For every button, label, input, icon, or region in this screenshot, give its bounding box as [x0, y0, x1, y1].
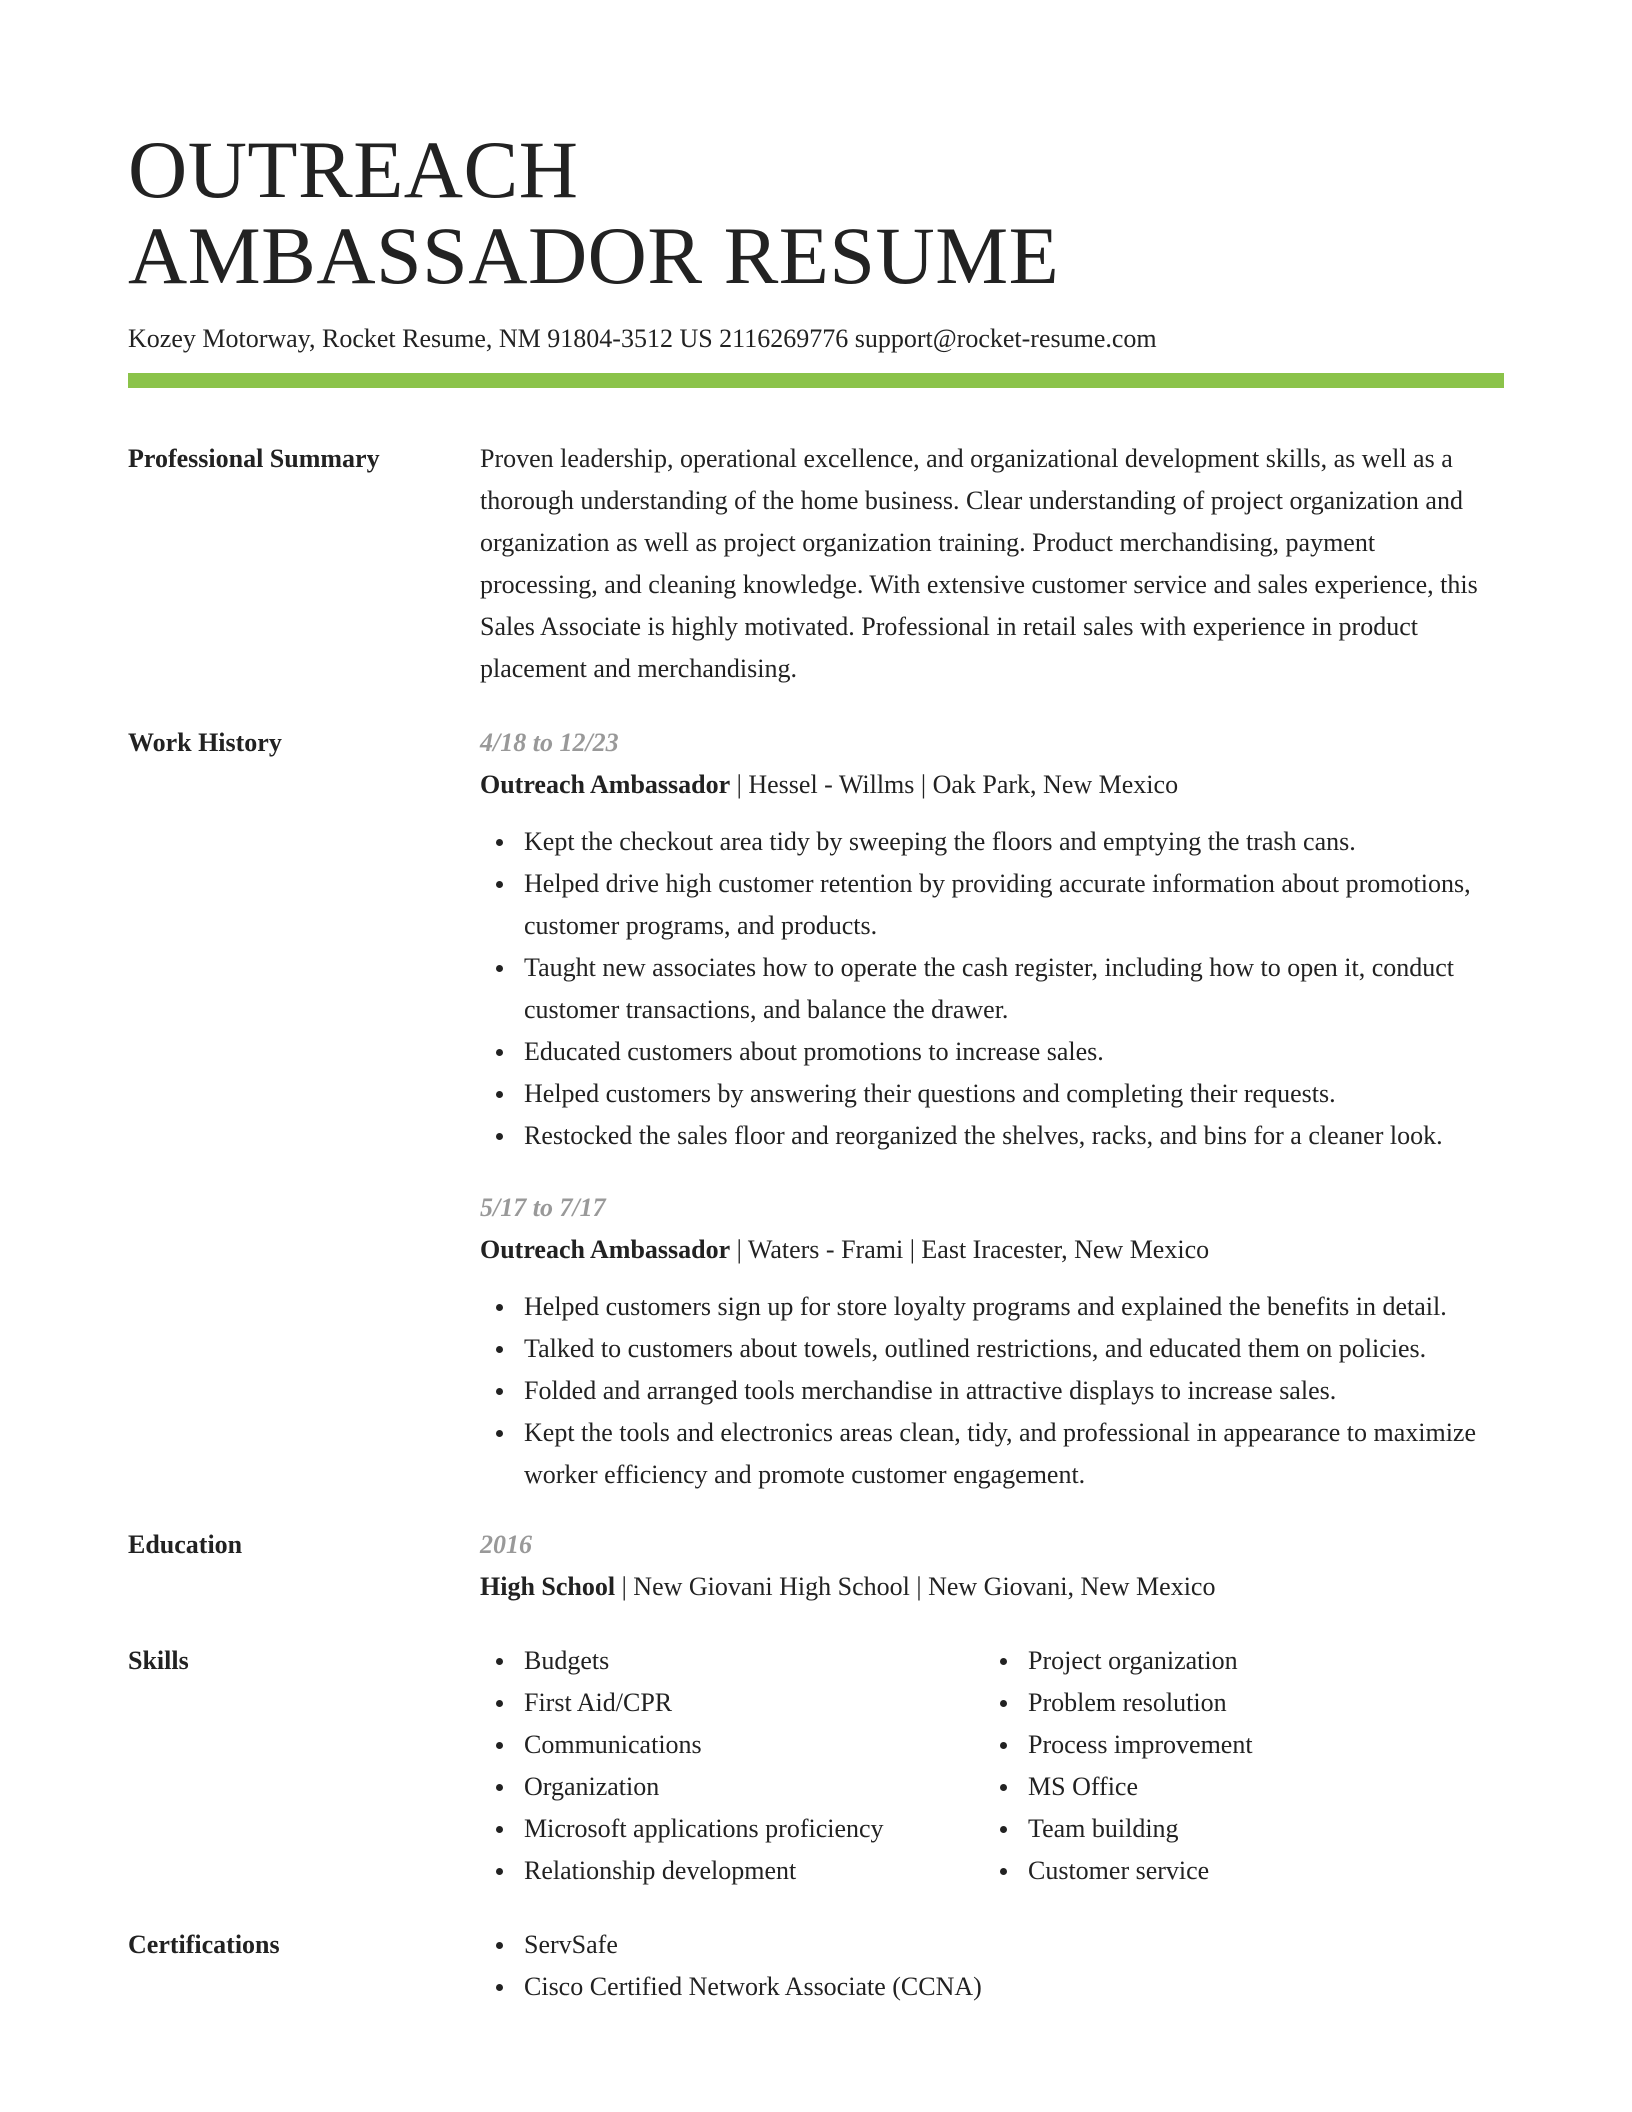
education-line	[480, 1566, 1504, 1608]
job-bullet: Helped drive high customer retention by providing accurate information about promotions, customer programs, and products.	[524, 863, 1504, 947]
job-title: Outreach Ambassador	[480, 770, 731, 799]
skills-columns	[480, 1640, 1504, 1892]
skill-item: First Aid/CPR	[524, 1682, 984, 1724]
education-heading: Education	[128, 1530, 243, 1559]
resume-title	[128, 0, 1504, 299]
summary-text: Proven leadership, operational excellence, and organizational development skills, as well as a thorough understanding of the home business. Clear understanding of project organization and organization as well as project organization training. Product merchandising, payment processing, and cleaning knowledge. With extensive customer service and sales experience, this Sales Associate is highly motivated. Professional in retail sales with experience in product placement and merchandising.	[480, 444, 1478, 683]
job-role-line	[480, 764, 1504, 806]
skill-item: MS Office	[1028, 1766, 1504, 1808]
work-history-section	[128, 722, 1504, 1496]
job-bullet: Taught new associates how to operate the cash register, including how to open it, conduct customer transactions, and balance the drawer.	[524, 947, 1504, 1031]
resume-page	[128, 0, 1504, 2008]
education-year: 2016	[480, 1530, 532, 1559]
certification-item: Cisco Certified Network Associate (CCNA)	[524, 1966, 1504, 2008]
job-employer-location: | Waters - Frami | East Iracester, New Mexico	[730, 1235, 1210, 1264]
summary-heading: Professional Summary	[128, 444, 380, 473]
skill-item: Microsoft applications proficiency	[524, 1808, 984, 1850]
education-section	[128, 1524, 1504, 1608]
skill-item: Team building	[1028, 1808, 1504, 1850]
job-bullet: Helped customers by answering their questions and completing their requests.	[524, 1073, 1504, 1115]
skills-list-left	[480, 1640, 984, 1892]
certifications-section	[128, 1924, 1504, 2008]
skill-item: Relationship development	[524, 1850, 984, 1892]
skill-item: Process improvement	[1028, 1724, 1504, 1766]
skills-list-right	[984, 1640, 1504, 1892]
job-dates: 4/18 to 12/23	[480, 728, 619, 757]
contact-line: Kozey Motorway, Rocket Resume, NM 91804-3512 US 2116269776 support@rocket-resume.com	[128, 324, 1157, 353]
certifications-heading: Certifications	[128, 1930, 280, 1959]
work-history-heading: Work History	[128, 728, 282, 757]
job-entry	[480, 722, 1504, 1157]
job-bullet: Kept the tools and electronics areas clean, tidy, and professional in appearance to maximize worker efficiency and promote customer engagement.	[524, 1412, 1504, 1496]
education-degree: High School	[480, 1572, 616, 1601]
skill-item: Organization	[524, 1766, 984, 1808]
certifications-list	[480, 1924, 1504, 2008]
job-bullet: Folded and arranged tools merchandise in attractive displays to increase sales.	[524, 1370, 1504, 1412]
job-employer-location: | Hessel - Willms | Oak Park, New Mexico	[730, 770, 1179, 799]
title-line-1: OUTREACH	[128, 124, 579, 215]
job-bullets	[480, 821, 1504, 1157]
job-bullet: Restocked the sales floor and reorganized the shelves, racks, and bins for a cleaner look.	[524, 1115, 1504, 1157]
job-bullet: Helped customers sign up for store loyalty programs and explained the benefits in detail.	[524, 1286, 1504, 1328]
education-school-location: | New Giovani High School | New Giovani, New Mexico	[615, 1572, 1216, 1601]
certification-item: ServSafe	[524, 1924, 1504, 1966]
job-bullet: Educated customers about promotions to increase sales.	[524, 1031, 1504, 1073]
accent-divider	[128, 373, 1504, 388]
summary-section	[128, 438, 1504, 690]
skills-heading: Skills	[128, 1646, 189, 1675]
skill-item: Customer service	[1028, 1850, 1504, 1892]
skill-item: Communications	[524, 1724, 984, 1766]
job-entry	[480, 1187, 1504, 1496]
job-bullet: Kept the checkout area tidy by sweeping the floors and emptying the trash cans.	[524, 821, 1504, 863]
skill-item: Budgets	[524, 1640, 984, 1682]
skills-section	[128, 1640, 1504, 1892]
job-bullet: Talked to customers about towels, outlined restrictions, and educated them on policies.	[524, 1328, 1504, 1370]
job-bullets	[480, 1286, 1504, 1496]
job-role-line	[480, 1229, 1504, 1271]
skill-item: Project organization	[1028, 1640, 1504, 1682]
skill-item: Problem resolution	[1028, 1682, 1504, 1724]
job-title: Outreach Ambassador	[480, 1235, 731, 1264]
job-dates: 5/17 to 7/17	[480, 1193, 606, 1222]
title-line-2: AMBASSADOR RESUME	[128, 210, 1060, 301]
